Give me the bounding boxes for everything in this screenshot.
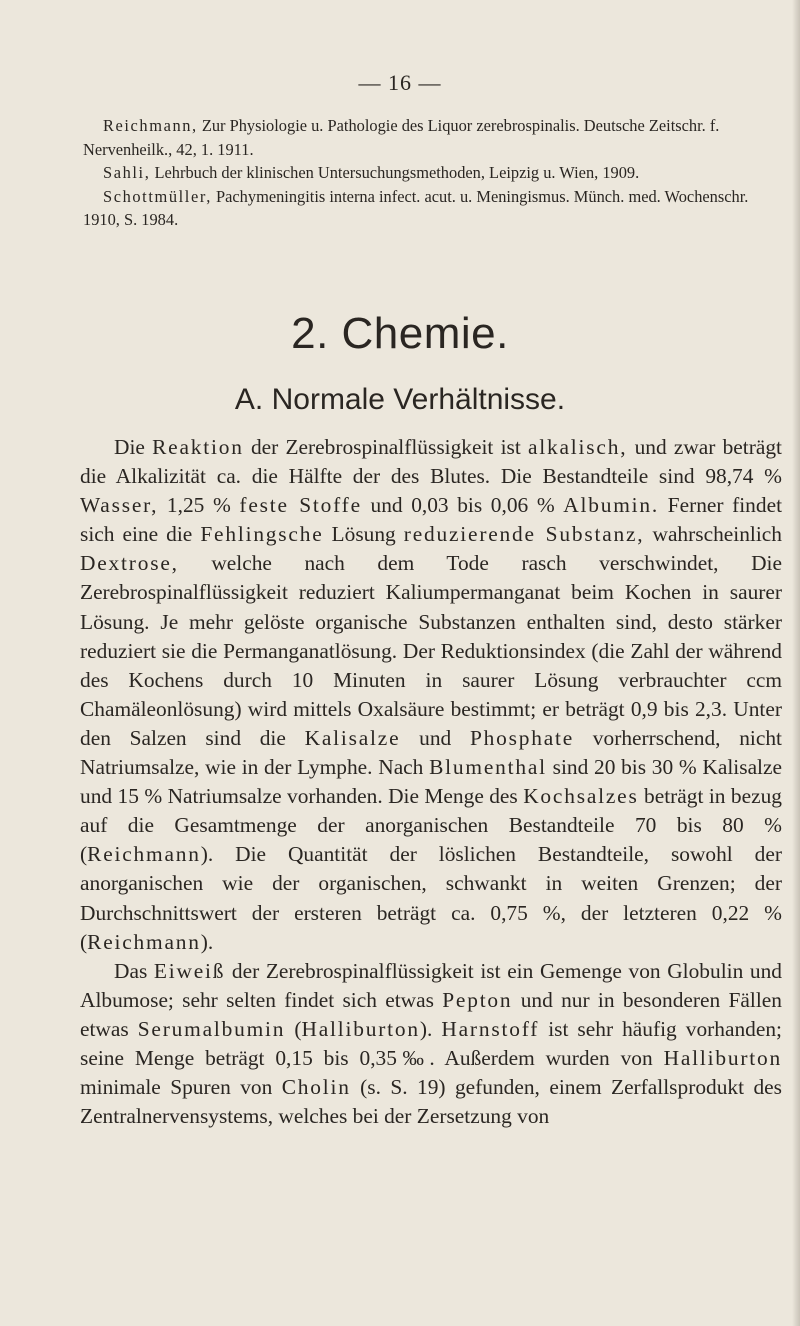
spaced-term: reduzierende Substanz,	[403, 522, 645, 547]
reference-list	[83, 114, 783, 232]
spaced-term: Reichmann	[87, 842, 201, 867]
paragraph: Die Reaktion der Zerebrospinalflüssigkeit ist alkalisch, und zwar beträgt die Alkalizität ca. die Hälfte der des Blutes. Die Bestandteile sind 98,74 % Wasser, 1,25 % feste Stoffe und 0,03 bis 0,06 % Albumin. Ferner findet sich eine die Fehlingsche Lösung reduzierende Substanz, wahrscheinlich Dextrose, welche nach dem Tode rasch verschwindet, Die Zerebrospinalflüssigkeit reduziert Kaliumpermanganat beim Kochen in saurer Lösung. Je mehr gelöste organische Substanzen enthalten sind, desto stärker reduziert sie die Permanganatlösung. Der Reduktionsindex (die Zahl der während des Kochens durch 10 Minuten in saurer Lösung verbrauchter ccm Chamäleonlösung) wird mittels Oxalsäure bestimmt; er beträgt 0,9 bis 2,3. Unter den Salzen sind die Kalisalze und Phosphate vorherrschend, nicht Natriumsalze, wie in der Lymphe. Nach Blumenthal sind 20 bis 30 % Kalisalze und 15 % Natriumsalze vorhanden. Die Menge des Kochsalzes beträgt in bezug auf die Gesamtmenge der anorganischen Bestandteile 70 bis 80 % (Reichmann). Die Quantität der löslichen Bestandteile, sowohl der anorganischen wie der organischen, schwankt in weiten Grenzen; der Durchschnittswert der ersteren beträgt ca. 0,75 %, der letzteren 0,22 % (Reichmann).	[80, 435, 783, 954]
spaced-term: Cholin	[281, 1075, 351, 1100]
reference-text: Zur Physiologie u. Pathologie des Liquor zerebrospinalis. Deutsche Zeitschr. f. Nervenheilk., 42, 1. 1911.	[83, 116, 720, 159]
spaced-term: Serumalbumin	[137, 1016, 286, 1041]
section-title: 2. Chemie.	[291, 309, 509, 358]
page-number: — 16 —	[358, 70, 442, 95]
spaced-term: Phosphate	[469, 725, 575, 750]
page-edge-shadow	[792, 0, 800, 1326]
spaced-term: Wasser,	[80, 493, 159, 518]
spaced-term: Eiweiß	[153, 958, 226, 983]
spaced-term: Albumin.	[563, 493, 660, 518]
paragraph: Das Eiweiß der Zerebrospinalflüssigkeit ist ein Gemenge von Globulin und Albumose; sehr selten findet sich etwas Pepton und nur in besonderen Fällen etwas Serumalbumin (Halliburton). Harnstoff ist sehr häufig vorhanden; seine Menge beträgt 0,15 bis 0,35‰. Außerdem wurden von Halliburton minimale Spuren von Cholin (s. S. 19) gefunden, einem Zerfallsprodukt des Zentralnervensystems, welches bei der Zersetzung von	[80, 958, 782, 1129]
spaced-term: Halliburton	[663, 1045, 782, 1070]
spaced-term: alkalisch,	[527, 435, 628, 459]
reference-item	[83, 161, 783, 185]
spaced-term: Reichmann	[87, 929, 201, 954]
spaced-term: Kalisalze	[304, 725, 401, 750]
spaced-term: Kochsalzes	[523, 784, 639, 809]
spaced-term: Harnstoff	[441, 1016, 540, 1041]
spaced-term: Pepton	[442, 987, 513, 1012]
reference-text: Pachymeningitis interna infect. acut. u. Meningismus. Münch. med. Wochenschr. 1910, S. 1984.	[83, 186, 749, 229]
reference-author: Reichmann,	[103, 116, 198, 135]
spaced-term: Reaktion	[152, 435, 244, 459]
body-text	[80, 433, 782, 1131]
spaced-term: Dextrose,	[80, 551, 179, 576]
reference-item	[83, 114, 783, 161]
spaced-term: Halliburton	[301, 1016, 420, 1041]
reference-text: Lehrbuch der klinischen Untersuchungsmethoden, Leipzig u. Wien, 1909.	[150, 163, 640, 182]
reference-author: Sahli,	[103, 163, 151, 182]
spaced-term: feste Stoffe	[239, 493, 362, 518]
subsection-title: A. Normale Verhältnisse.	[234, 383, 566, 416]
reference-item	[83, 185, 783, 232]
spaced-term: Fehlingsche	[200, 522, 324, 547]
reference-author: Schottmüller,	[103, 186, 212, 206]
spaced-term: Blumenthal	[429, 755, 547, 780]
